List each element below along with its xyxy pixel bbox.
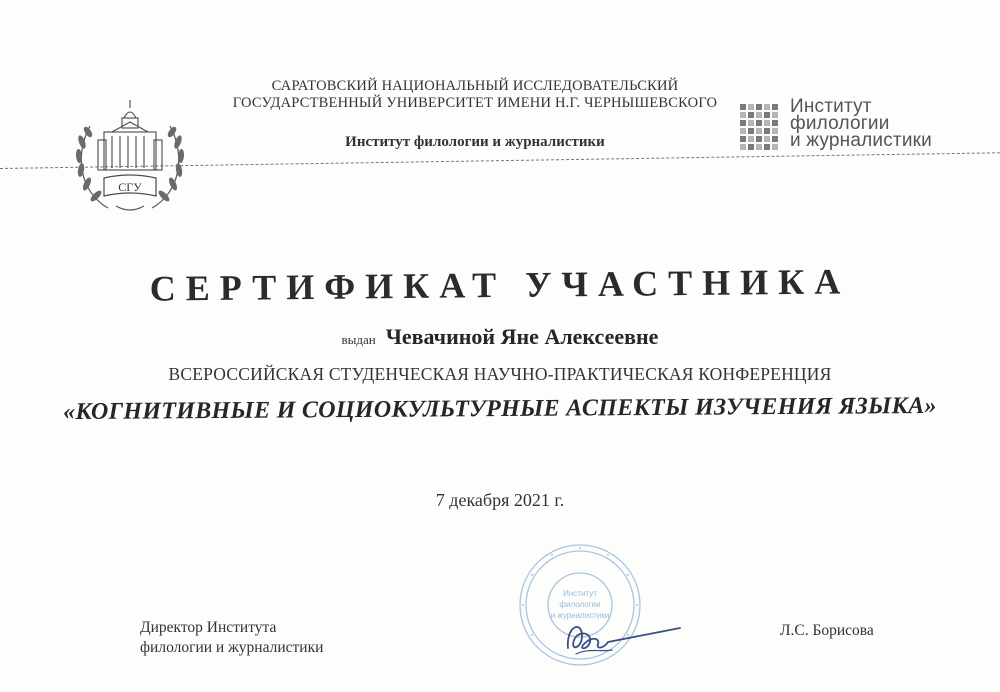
- signer-name: Л.С. Борисова: [780, 622, 874, 639]
- logo-line1: Институт: [790, 96, 872, 117]
- logo-line2: филологии: [790, 113, 890, 134]
- pixel-grid-logo-icon: [740, 104, 780, 152]
- university-name-line2: ГОСУДАРСТВЕННЫЙ УНИВЕРСИТЕТ ИМЕНИ Н.Г. ЧЕРНЫШЕВСКОГО: [232, 95, 718, 111]
- university-name: [190, 78, 760, 112]
- institute-logo: [740, 96, 970, 160]
- university-name-line1: САРАТОВСКИЙ НАЦИОНАЛЬНЫЙ ИССЛЕДОВАТЕЛЬСКИЙ: [271, 78, 679, 94]
- conference-name: «КОГНИТИВНЫЕ И СОЦИОКУЛЬТУРНЫЕ АСПЕКТЫ ИЗУЧЕНИЯ ЯЗЫКА»: [63, 392, 937, 426]
- director-line2: филологии и журналистики: [140, 639, 324, 656]
- stamp-text-line1: Институт: [563, 589, 597, 598]
- university-emblem-icon: [68, 92, 192, 220]
- handwritten-signature: [548, 608, 688, 668]
- director-line1: Директор Института: [140, 619, 277, 636]
- certificate-date: 7 декабря 2021 г.: [435, 490, 565, 510]
- conference-type: ВСЕРОССИЙСКАЯ СТУДЕНЧЕСКАЯ НАУЧНО-ПРАКТИЧЕСКАЯ КОНФЕРЕНЦИЯ: [168, 364, 832, 384]
- issued-to: [200, 324, 800, 350]
- recipient-name: Чевачиной Яне Алексеевне: [385, 324, 659, 349]
- emblem-label: СГУ: [118, 180, 142, 194]
- stamp-text-line3: и журналистики: [550, 611, 610, 620]
- certificate-title: СЕРТИФИКАТ УЧАСТНИКА: [149, 261, 851, 309]
- logo-line3: и журналистики: [790, 130, 932, 151]
- issued-label: выдан: [341, 332, 376, 347]
- institute-logo-text: [790, 98, 932, 149]
- stamp-text-line2: филологии: [559, 600, 601, 609]
- director-title: [140, 618, 380, 658]
- institute-name: Институт филологии и журналистики: [345, 134, 605, 150]
